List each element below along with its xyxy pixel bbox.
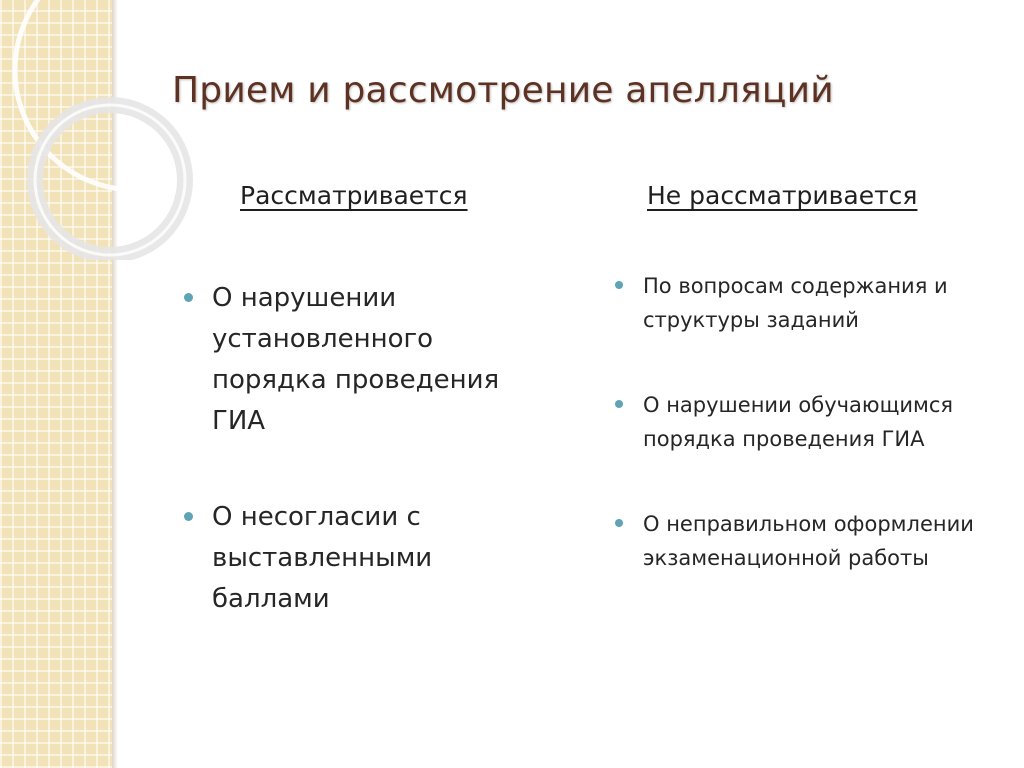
column-header-considered: Рассматривается <box>240 181 468 210</box>
bullet-dot-icon <box>184 512 193 521</box>
list-item-text: О несогласии с выставленными баллами <box>212 502 433 614</box>
bullet-dot-icon <box>615 281 623 289</box>
bullet-dot-icon <box>184 293 193 302</box>
slide-title: Прием и рассмотрение апелляций <box>172 70 834 111</box>
list-item-text: О нарушении обучающимся порядка проведения ГИА <box>643 393 954 451</box>
list-item <box>612 507 982 575</box>
not-considered-list <box>612 269 982 626</box>
decorative-circle-small-inner <box>35 105 185 255</box>
list-item <box>180 278 530 442</box>
bullet-dot-icon <box>615 519 623 527</box>
list-item-text: О нарушении установленного порядка проведения ГИА <box>212 283 500 436</box>
decorative-circles <box>0 0 230 260</box>
list-item-text: По вопросам содержания и структуры заданий <box>643 274 948 332</box>
considered-list <box>180 278 530 675</box>
list-item-text: О неправильном оформлении экзаменационной работы <box>643 512 974 570</box>
column-header-not-considered: Не рассматривается <box>647 181 918 210</box>
bullet-dot-icon <box>615 400 623 408</box>
list-item <box>612 269 982 337</box>
list-item <box>612 388 982 456</box>
list-item <box>180 497 530 620</box>
